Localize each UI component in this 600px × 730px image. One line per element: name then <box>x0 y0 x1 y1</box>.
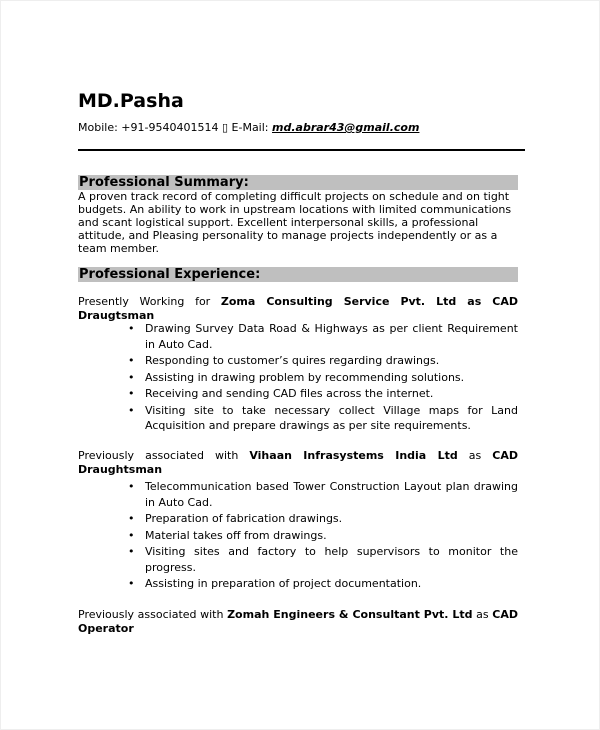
job-1-title <box>78 295 518 322</box>
mobile-label: Mobile: <box>78 121 122 134</box>
job-1-duties <box>128 321 518 435</box>
list-item: • Preparation of fabrication drawings. <box>128 511 518 527</box>
job-company: Vihaan Infrasystems India Ltd <box>249 449 458 462</box>
list-item: • Responding to customer’s quires regarding drawings. <box>128 353 518 369</box>
list-item: • Visiting site to take necessary collect Village maps for Land Acquisition and prepare drawings as per site requirements. <box>128 403 518 434</box>
list-item: • Assisting in preparation of project documentation. <box>128 576 518 592</box>
candidate-name: MD.Pasha <box>78 90 184 112</box>
job-company: Zoma Consulting Service Pvt. Ltd as CAD Draugtsman <box>78 295 518 322</box>
mobile-number: +91-9540401514 <box>121 121 219 134</box>
job-intro: Presently Working for <box>78 295 221 308</box>
summary-text: A proven track record of completing difficult projects on schedule and on tight budgets. An ability to work in upstream locations with limited communications and scant logistical support. Excellent interpersonal skills, a professional attitude, and Pleasing personality to manage projects independently or as a team member. <box>78 190 512 255</box>
job-intro: Previously associated with <box>78 608 228 621</box>
header-divider <box>78 149 525 151</box>
list-item: • Material takes off from drawings. <box>128 528 518 544</box>
job-2-duties <box>128 479 518 593</box>
job-3-title <box>78 608 518 635</box>
list-item: • Receiving and sending CAD files across the internet. <box>128 386 518 402</box>
list-item: • Telecommunication based Tower Construction Layout plan drawing in Auto Cad. <box>128 479 518 510</box>
list-item: • Drawing Survey Data Road & Highways as per client Requirement in Auto Cad. <box>128 321 518 352</box>
job-connector: as <box>472 608 493 621</box>
job-intro: Previously associated with <box>78 449 250 462</box>
experience-heading: Professional Experience: <box>78 267 518 282</box>
job-role: CAD Draughtsman <box>78 449 518 476</box>
contact-line <box>78 121 419 134</box>
summary-heading: Professional Summary: <box>78 175 518 190</box>
email-label: E-Mail: <box>231 121 269 134</box>
job-connector: as <box>457 449 493 462</box>
list-item: • Visiting sites and factory to help supervisors to monitor the progress. <box>128 544 518 575</box>
list-item: • Assisting in drawing problem by recommending solutions. <box>128 370 518 386</box>
job-2-title <box>78 449 518 476</box>
separator-glyph: ▯ <box>221 121 229 134</box>
job-company: Zomah Engineers & Consultant Pvt. Ltd <box>227 608 473 621</box>
email-link[interactable]: md.abrar43@gmail.com <box>272 121 420 134</box>
job-role: CAD Operator <box>78 608 518 635</box>
